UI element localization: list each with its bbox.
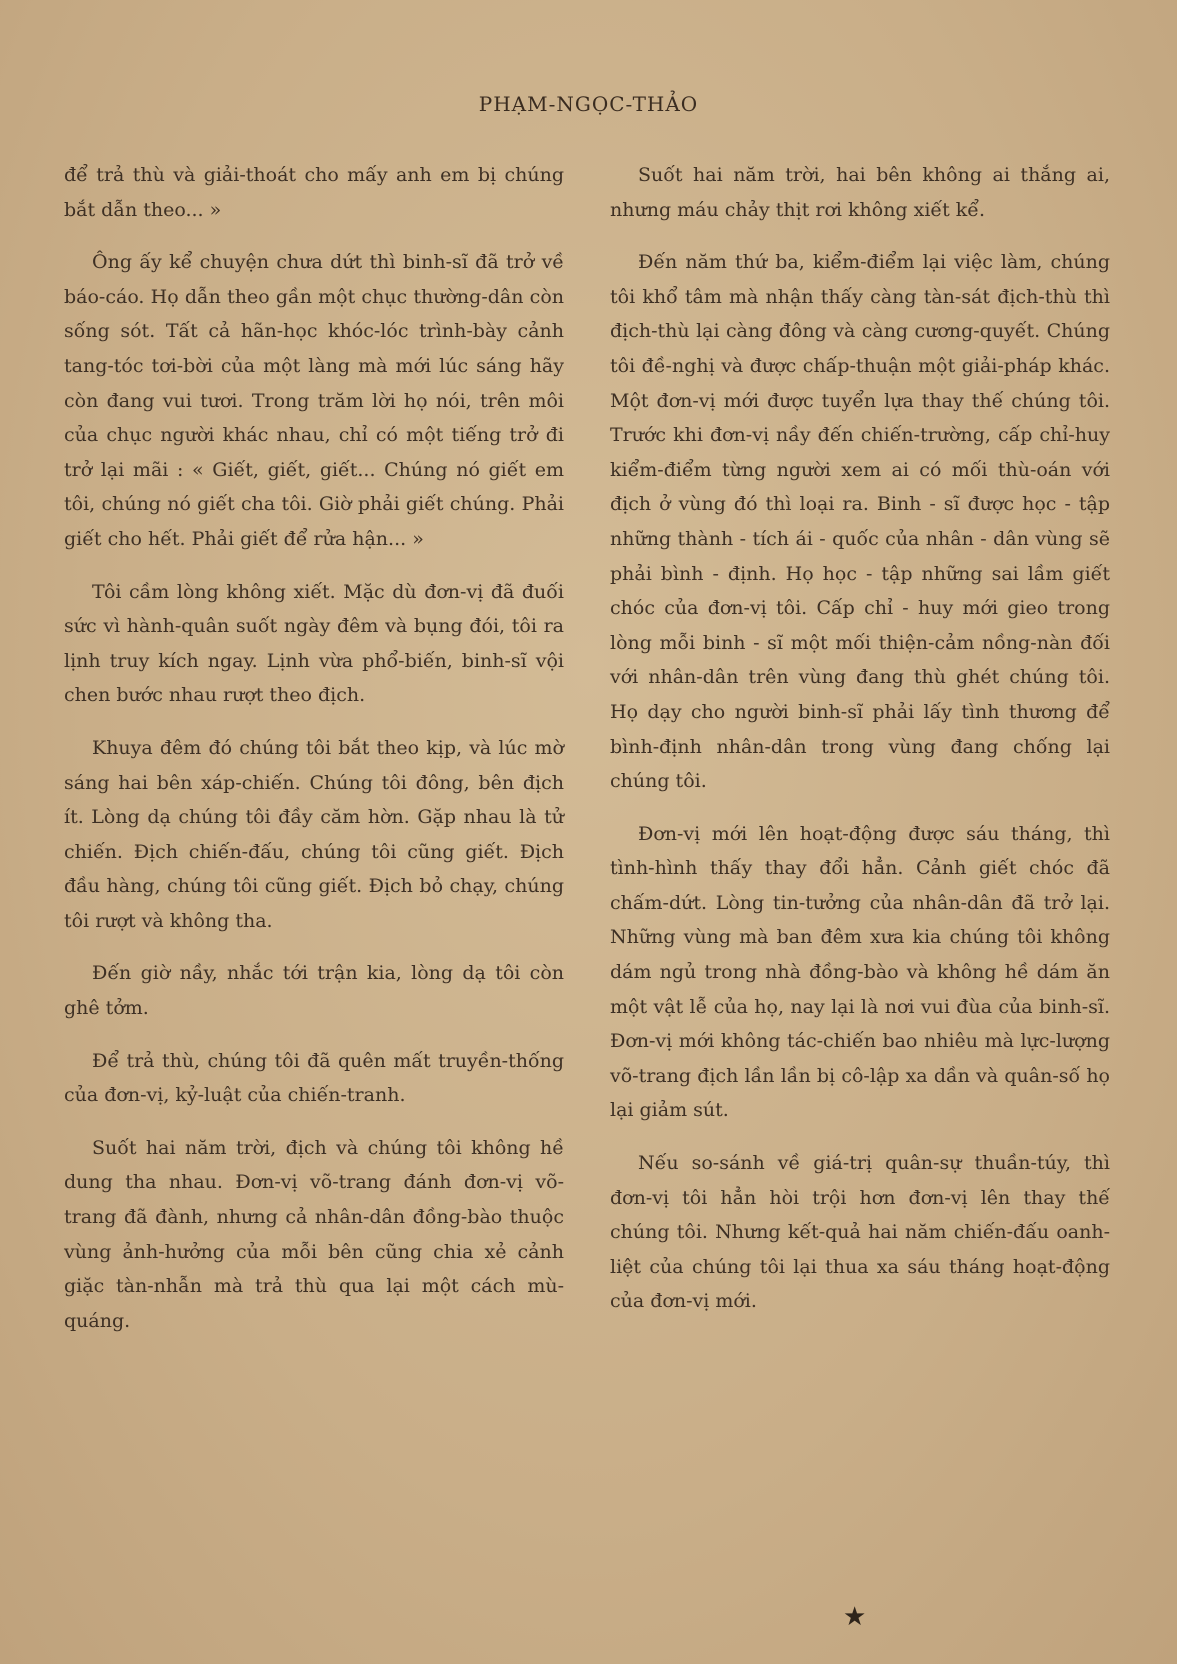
paragraph: Suốt hai năm trời, địch và chúng tôi không hề dung tha nhau. Đơn-vị võ-trang đánh đơn-vị võ-trang đã đành, nhưng cả nhân-dân đồng-bào thuộc vùng ảnh-hưởng của mỗi bên cũng chia xẻ cảnh giặc tàn-nhẫn mà trả thù qua lại một cách mù-quáng. [64, 1136, 564, 1332]
paragraph: Ông ấy kể chuyện chưa dứt thì binh-sĩ đã trở về báo-cáo. Họ dẫn theo gần một chục thường-dân còn sống sót. Tất cả hãn-học khóc-lóc trình-bày cảnh tang-tóc tơi-bời của một làng mà mới lúc sáng hãy còn đang vui tươi. Trong trăm lời họ nói, trên môi của chục người khác nhau, chỉ có một tiếng trở đi trở lại mãi : « Giết, giết, giết... Chúng nó giết em tôi, chúng nó giết cha tôi. Giờ phải giết chúng. Phải giết cho hết. Phải giết để rửa hận... » [64, 251, 564, 550]
paragraph: để trả thù và giải-thoát cho mấy anh em bị chúng bắt dẫn theo... » [64, 164, 564, 221]
star-end-mark-icon: ★ [843, 1602, 867, 1632]
paragraph: Suốt hai năm trời, hai bên không ai thắng ai, nhưng máu chảy thịt rơi không xiết kể. [610, 164, 1110, 221]
paragraph: Tôi cầm lòng không xiết. Mặc dù đơn-vị đã đuối sức vì hành-quân suốt ngày đêm và bụng đói, tôi ra lịnh truy kích ngay. Lịnh vừa phổ-biến, binh-sĩ vội chen bước nhau rượt theo địch. [64, 580, 564, 707]
paragraph: Nếu so-sánh về giá-trị quân-sự thuần-túy, thì đơn-vị tôi hẳn hòi trội hơn đơn-vị lên thay thế chúng tôi. Nhưng kết-quả hai năm chiến-đấu oanh-liệt của chúng tôi lại thua xa sáu tháng hoạt-động của đơn-vị mới. [610, 1152, 1110, 1313]
paragraph: Để trả thù, chúng tôi đã quên mất truyền-thống của đơn-vị, kỷ-luật của chiến-tranh. [64, 1049, 564, 1107]
left-column [64, 158, 564, 1356]
paragraph: Đến giờ nầy, nhắc tới trận kia, lòng dạ tôi còn ghê tởm. [64, 962, 564, 1020]
paragraph: Đến năm thứ ba, kiểm-điểm lại việc làm, chúng tôi khổ tâm mà nhận thấy càng tàn-sát địch-thù thì địch-thù lại càng đông và càng cương-quyết. Chúng tôi đề-nghị và được chấp-thuận một giải-pháp khác. Một đơn-vị mới được tuyển lựa thay thế chúng tôi. Trước khi đơn-vị nầy đến chiến-trường, cấp chỉ-huy kiểm-điểm từng người xem ai có mối thù-oán với địch ở vùng đó thì loại ra. Binh - sĩ được học - tập những thành - tích ái - quốc của nhân - dân vùng sẽ phải bình - định. Họ học - tập những sai lầm giết chóc của đơn-vị tôi. Cấp chỉ - huy mới gieo trong lòng mỗi binh - sĩ một mối thiện-cảm nồng-nàn đối với nhân-dân trên vùng đang thù ghét chúng tôi. Họ dạy cho người binh-sĩ phải lấy tình thương để bình-định nhân-dân trong vùng đang chống lại chúng tôi. [610, 251, 1110, 793]
right-column [610, 158, 1110, 1337]
paragraph: Khuya đêm đó chúng tôi bắt theo kịp, và lúc mờ sáng hai bên xáp-chiến. Chúng tôi đông, bên địch ít. Lòng dạ chúng tôi đầy căm hờn. Gặp nhau là tử chiến. Địch chiến-đấu, chúng tôi cũng giết. Địch đầu hàng, chúng tôi cũng giết. Địch bỏ chạy, chúng tôi rượt và không tha. [64, 736, 564, 932]
paragraph: Đơn-vị mới lên hoạt-động được sáu tháng, thì tình-hình thấy thay đổi hẳn. Cảnh giết chóc đã chấm-dứt. Lòng tin-tưởng của nhân-dân đã trở lại. Những vùng mà ban đêm xưa kia chúng tôi không dám ngủ trong nhà đồng-bào và không hề dám ăn một vật lễ của họ, nay lại là nơi vui đùa của binh-sĩ. Đơn-vị mới không tác-chiến bao nhiêu mà lực-lượng võ-trang địch lần lần bị cô-lập xa dần và quân-số họ lại giảm sút. [610, 822, 1110, 1122]
running-header: PHẠM-NGỌC-THẢO [478, 92, 699, 116]
